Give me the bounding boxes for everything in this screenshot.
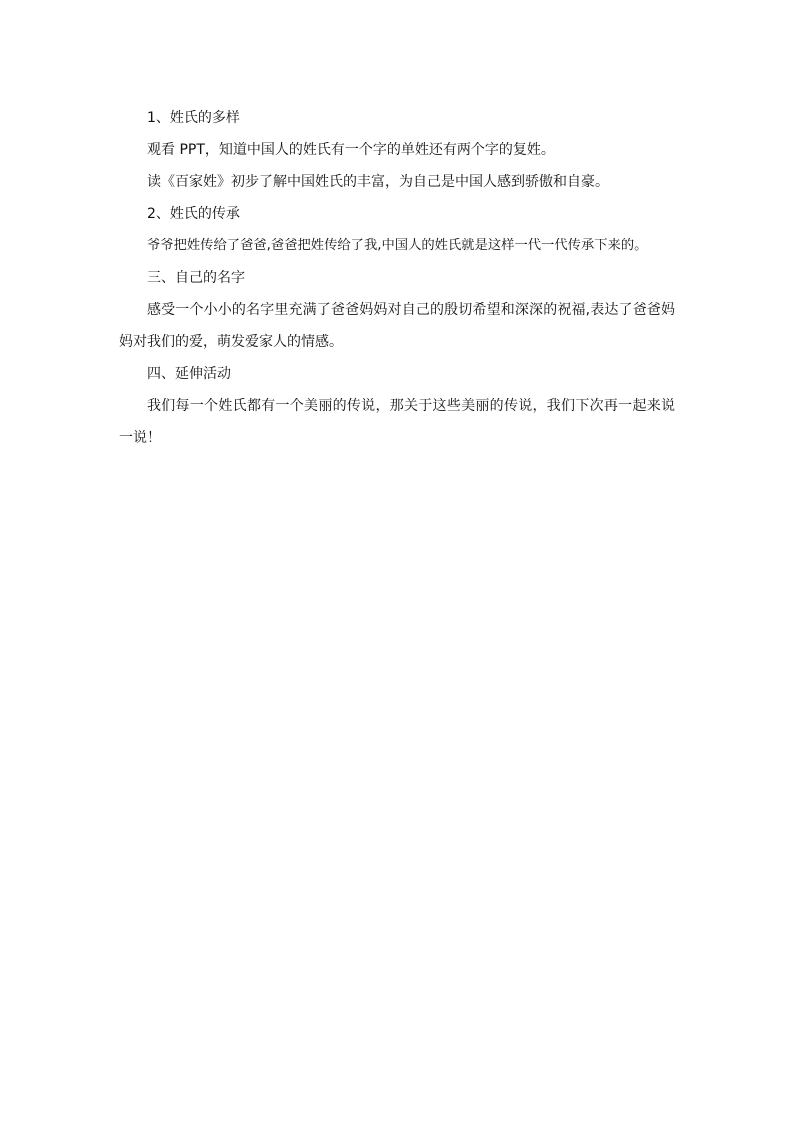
section1-paragraph-1: 观看 PPT，知道中国人的姓氏有一个字的单姓还有两个字的复姓。 — [147, 142, 555, 158]
section3-heading: 三、自己的名字 — [147, 270, 245, 286]
section3-paragraph-1: 感受一个小小的名字里充满了爸爸妈妈对自己的殷切希望和深深的祝福,表达了爸爸妈妈对我们的爱，萌发爱家人的情感。 — [119, 302, 675, 350]
section2-paragraph-1: 爷爷把姓传给了爸爸,爸爸把姓传给了我,中国人的姓氏就是这样一代一代传承下来的。 — [147, 238, 648, 253]
section4-heading: 四、延伸活动 — [147, 366, 231, 382]
section1-paragraph-2: 读《百家姓》初步了解中国姓氏的丰富，为自己是中国人感到骄傲和自豪。 — [147, 174, 609, 190]
section4-paragraph-1: 我们每一个姓氏都有一个美丽的传说，那关于这些美丽的传说，我们下次再一起来说一说！ — [119, 398, 675, 446]
section1-heading: 1、姓氏的多样 — [147, 110, 240, 126]
section2-heading: 2、姓氏的传承 — [147, 206, 240, 222]
